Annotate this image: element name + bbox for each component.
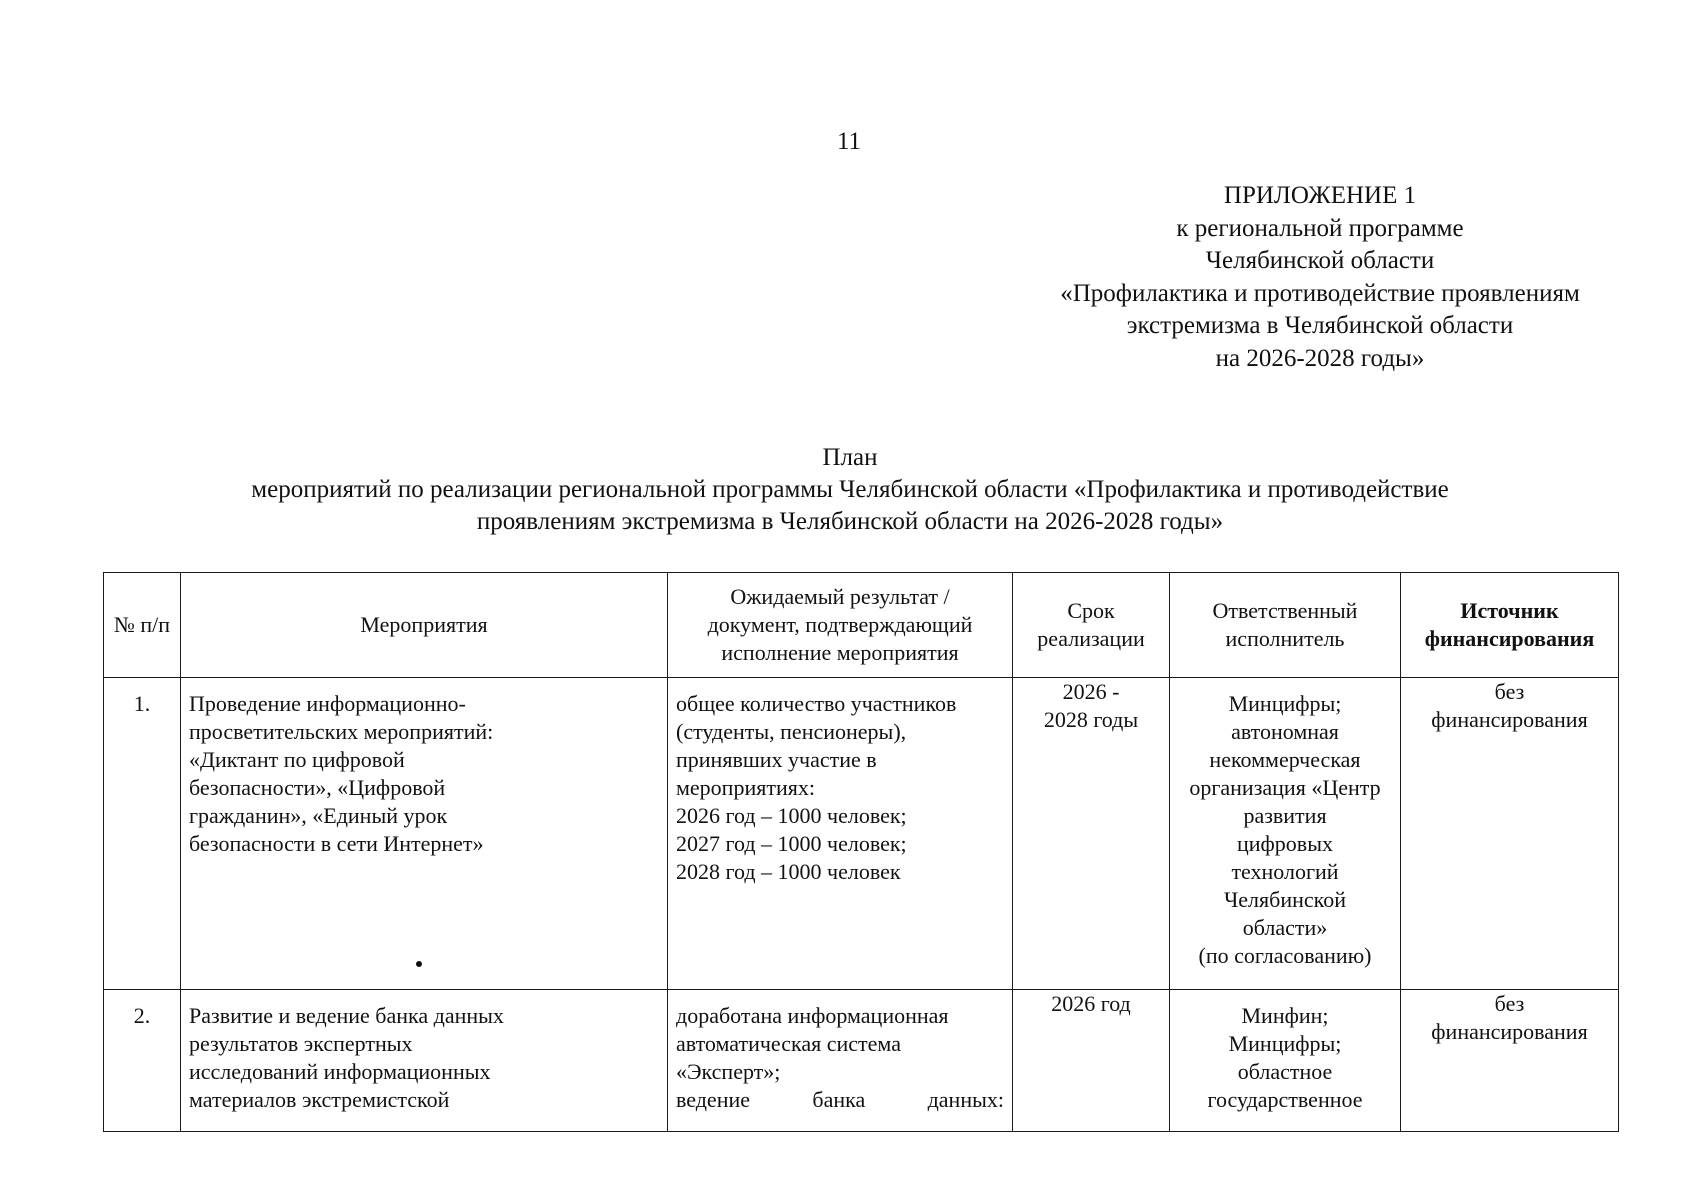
plan-title (100, 442, 1600, 538)
row-activity: Проведение информационно- просветительских мероприятий: «Диктант по цифровой безопасности», «Цифровой гражданин», «Единый урок безопасности в сети Интернет» (181, 678, 668, 990)
appendix-header (1010, 180, 1630, 375)
row-executor: Минфин; Минцифры; областное государственное (1170, 990, 1401, 1132)
plan-title-line: мероприятий по реализации региональной программы Челябинской области «Профилактика и противодействие (251, 476, 1449, 503)
row-funding: без финансирования (1401, 678, 1619, 990)
page-number: 11 (836, 128, 862, 155)
header-term: Срок реализации (1013, 573, 1170, 678)
row-term: 2026 год (1013, 990, 1170, 1132)
header-activities: Мероприятия (181, 573, 668, 678)
appendix-line: к региональной программе (1176, 214, 1464, 242)
result-justified-line: ведение банка данных: (676, 1087, 1004, 1112)
appendix-line: Челябинской области (1205, 247, 1435, 274)
plan-title-line: проявлениям экстремизма в Челябинской области на 2026-2028 годы» (476, 508, 1224, 535)
row-funding: без финансирования (1401, 990, 1619, 1132)
plan-table (103, 572, 1619, 1132)
scan-dot-mark (416, 961, 422, 967)
row-activity: Развитие и ведение банка данных результатов экспертных исследований информационных материалов экстремистской (181, 990, 668, 1132)
row-number: 2. (104, 990, 181, 1132)
row-term: 2026 - 2028 годы (1013, 678, 1170, 990)
appendix-line: на 2026-2028 годы» (1215, 344, 1425, 372)
row-result: доработана информационная автоматическая система «Эксперт»; ведение банка данных: (668, 990, 1013, 1132)
header-result: Ожидаемый результат / документ, подтверждающий исполнение мероприятия (668, 573, 1013, 678)
appendix-title: ПРИЛОЖЕНИЕ 1 (1223, 182, 1417, 209)
table-header-row (104, 573, 1619, 678)
row-number: 1. (104, 678, 181, 990)
header-number: № п/п (104, 573, 181, 678)
header-executor: Ответственный исполнитель (1170, 573, 1401, 678)
header-funding: Источник финансирования (1401, 573, 1619, 678)
table-row (104, 990, 1619, 1132)
plan-title-heading: План (822, 444, 878, 471)
appendix-line: экстремизма в Челябинской области (1126, 312, 1514, 339)
row-result: общее количество участников (студенты, пенсионеры), принявших участие в мероприятиях: 2026 год – 1000 человек; 2027 год – 1000 человек; 2028 год – 1000 человек (668, 678, 1013, 990)
row-executor: Минцифры; автономная некоммерческая организация «Центр развития цифровых технологий Челябинской области» (по согласованию) (1170, 678, 1401, 990)
table-row (104, 678, 1619, 990)
appendix-line: «Профилактика и противодействие проявлениям (1060, 279, 1580, 307)
